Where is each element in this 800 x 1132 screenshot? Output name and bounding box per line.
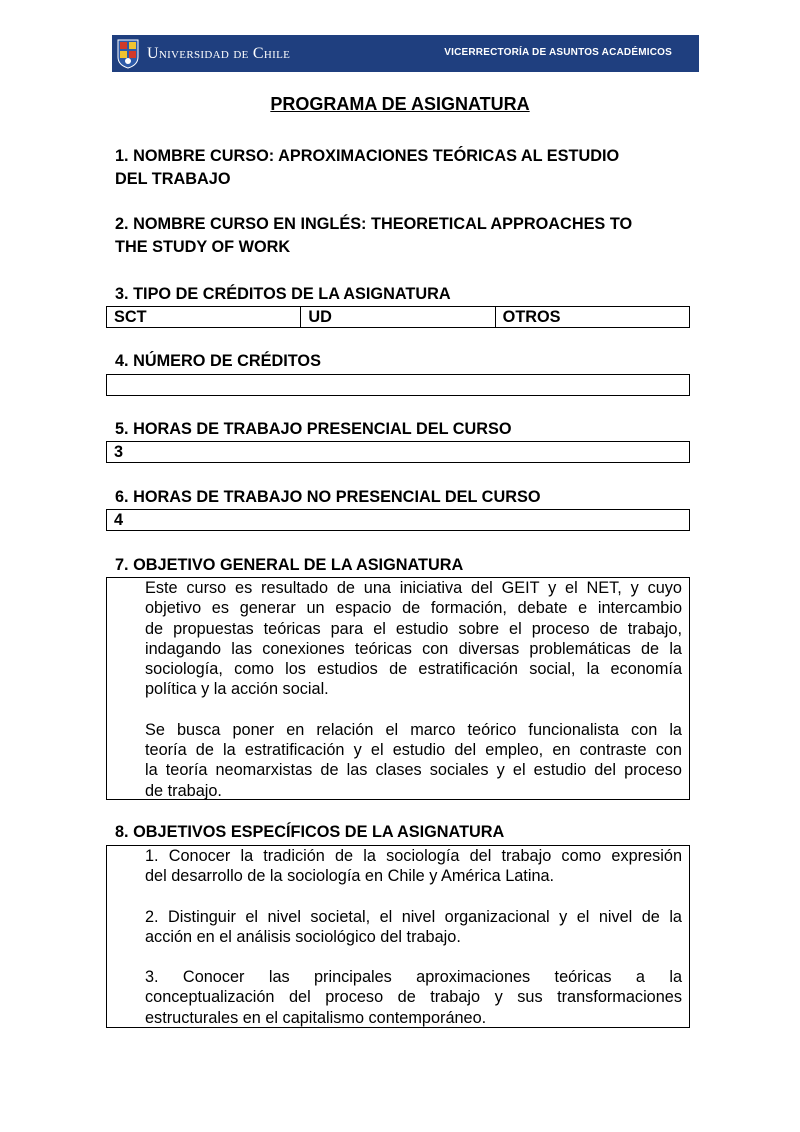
remote-hours-field[interactable]: 4 xyxy=(106,509,690,531)
general-objective-heading: 7. OBJETIVO GENERAL DE LA ASIGNATURA xyxy=(115,556,464,574)
general-objective-paragraph-1: Este curso es resultado de una iniciativa del GEIT y el NET, y cuyo objetivo es generar un espacio de formación, debate e intercambio de propuestas teóricas para el estudio sobre el proceso de trabajo, indagando las conexiones teóricas con diversas problemáticas de la sociología, como los estudios de estratificación social, la economía política y la acción social. xyxy=(145,579,682,699)
credit-type-heading: 3. TIPO DE CRÉDITOS DE LA ASIGNATURA xyxy=(115,285,451,303)
university-name: Universidad de Chile xyxy=(147,44,291,62)
credit-type-table xyxy=(106,306,690,328)
credit-type-otros[interactable]: OTROS xyxy=(495,307,689,327)
in-person-hours-field[interactable]: 3 xyxy=(106,441,690,463)
university-seal-icon xyxy=(117,39,139,69)
specific-objectives-heading: 8. OBJETIVOS ESPECÍFICOS DE LA ASIGNATURA xyxy=(115,823,505,841)
specific-objective-1: 1. Conocer la tradición de la sociología del trabajo como expresión del desarrollo de la sociología en Chile y América Latina. xyxy=(145,847,682,886)
course-name-heading: 1. NOMBRE CURSO: APROXIMACIONES TEÓRICAS AL ESTUDIO DEL TRABAJO xyxy=(115,147,620,188)
remote-hours-heading: 6. HORAS DE TRABAJO NO PRESENCIAL DEL CURSO xyxy=(115,488,541,506)
credit-type-sct[interactable]: SCT xyxy=(114,308,147,326)
course-name-english-heading: 2. NOMBRE CURSO EN INGLÉS: THEORETICAL APPROACHES TO THE STUDY OF WORK xyxy=(115,215,633,256)
office-name: VICERRECTORÍA DE ASUNTOS ACADÉMICOS xyxy=(444,47,672,58)
general-objective-paragraph-2: Se busca poner en relación el marco teórico funcionalista con la teoría de la estratificación y el estudio del empleo, en contraste con la teoría neomarxistas de las clases sociales y el estudio del proceso de trabajo. xyxy=(145,720,682,800)
credit-type-ud[interactable]: UD xyxy=(300,307,494,327)
specific-objective-2: 2. Distinguir el nivel societal, el nivel organizacional y el nivel de la acción en el análisis sociológico del trabajo. xyxy=(145,907,682,946)
specific-objectives-box xyxy=(106,845,690,1028)
credits-number-heading: 4. NÚMERO DE CRÉDITOS xyxy=(115,352,321,370)
in-person-hours-heading: 5. HORAS DE TRABAJO PRESENCIAL DEL CURSO xyxy=(115,420,512,438)
specific-objective-3: 3. Conocer las principales aproximaciones teóricas a la conceptualización del proceso de trabajo y sus transformaciones estructurales en el capitalismo contemporáneo. xyxy=(145,968,682,1027)
general-objective-box xyxy=(106,577,690,800)
credits-number-field[interactable] xyxy=(106,374,690,396)
header-banner xyxy=(112,35,699,72)
page-title: PROGRAMA DE ASIGNATURA xyxy=(270,94,530,114)
